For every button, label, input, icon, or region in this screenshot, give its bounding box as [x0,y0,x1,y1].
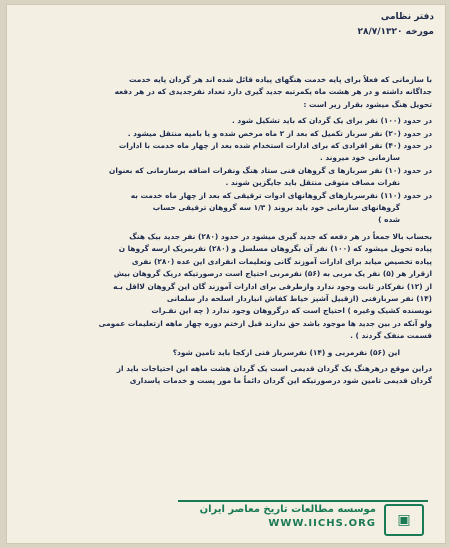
item-5-cont-2: شده ) [378,215,400,225]
p2-line-7: نویسنده کشیک وغیره ) احتیاج است که درگروهان وجود ندارد ( چه این نفـرات [151,306,432,316]
item-5: در حدود (۱۱۰) نفرسربازهای گروهانهای ادوات ترقیقی که بعد از چهار ماه خدمت به [130,190,432,200]
institute-website[interactable]: WWW.IICHS.ORG [268,518,376,529]
item-3: در حدود (۴۰) نفر افرادی که برای ادارات استخدام شده بعد از چهار ماه خدمت با ادارات [118,141,432,151]
p1-line-3: تحویل هنگ میشود بقرار زیر است : [303,99,432,109]
p2-line-9: قسمت منفک گردند ) . [350,331,432,341]
p1-line-1: با سازمانی که فعلاً برای پایه خدمت هنگهای پیاده قائل شده اند هر گردان پایه خدمت [128,75,432,84]
institute-name: موسسه مطالعات تاریخ معاصر ایران [199,504,376,515]
item-2: در حدود (۲۰) نفر سرباز تکمیل که بعد از ۲ ماه مرخص شده و یا بامیه منتقل میشود . [127,128,432,138]
p2-line-8: ولو آنکه در بین جدید ها موجود باشد حق ندارند قبل ازختم دوره چهار ماهه ازتعلیمات عمومی [98,318,432,328]
document-body [20,74,432,492]
paragraph-4 [20,363,432,388]
p2-line-4: ازقرار هر (۵) نفر یک مربی به (۵۶) نفرمربی احتیاج است درصورتیکه دریک گروهان بیش [113,269,432,279]
p4-line-2: گردان قدیمی تامین شود درصورتیکه این گردان دائماً ما مور پست و خدمات پاسداری [129,376,432,386]
p2-line-5: از (۱۲) نفرکادر ثابت وجود ندارد وازطرفی برای ادارات آموزند گان این گروهان لااقل بـه [113,281,432,291]
p1-line-2: جداگانه داشته و در هر هشت ماه یکمرتبه جدید گیری دارد تعداد نفرجدیدی که در هر دفعه [114,87,432,97]
item-4: در حدود (۱۰) نفر سربازها ی گروهان فنی ستاد هنگ ونفرات اضافه برسازمانی که بعنوان [109,165,432,175]
p4-line-1: دراین موقع درهرهنگ یک گردان قدیمی است یک گردان هشت ماهه این احتیاجات باید از [116,363,432,373]
document-date: مورخه ۲۸/۷/۱۳۲۰ [357,27,434,37]
document-page [6,4,446,544]
item-3-cont: سازمانی خود میروند . [319,153,400,163]
institute-logo-icon: ▣ [384,504,424,536]
p3-line: این (۵۶) نفرمربی و (۱۴) نفرسرباز فنی ازکجا باید تامین شود؟ [172,347,400,357]
office-label: دفتر نظامی [380,12,434,22]
p2-line-6: (۱۴) نفر سربازفنی (ازقبیل آشپز خیاط کفاش انباردار اسلحه دار سلمانی [166,293,432,303]
p2-line-3: پیاده تخصیص میابد برای ادارات آموزند گانی وتعلیمات انفرادی این عده (۲۸۰) نفری [131,256,432,266]
item-4-cont: نفرات مصاف متوقی منتقل باید جایگزین شوند . [225,178,400,188]
document-header [314,10,434,40]
archive-banner [178,500,428,534]
paragraph-2 [20,231,432,343]
item-1: در حدود (۱۰۰) نفر برای یک گردان که باید تشکیل شود . [232,116,432,126]
p2-line-1: بحساب بالا جمعاً در هر دفعه که جدید گیری میشود در حدود (۲۸۰) نفر جدید بیک هنگ [129,231,432,241]
p2-line-2: پیاده تحویل میشود که (۱۰۰) نفر آن بگروهان مسلسل و (۲۸۰) نفرببریک ازسه گروها ن [118,244,432,254]
paragraph-3 [20,347,432,359]
paragraph-1 [20,74,432,111]
item-list [20,115,432,227]
item-5-cont: گروهانهای سازمانی خود باید بروند ( ۱/۳ سه گروهان ترقیقی حساب [152,203,400,213]
archive-footer [14,498,438,538]
